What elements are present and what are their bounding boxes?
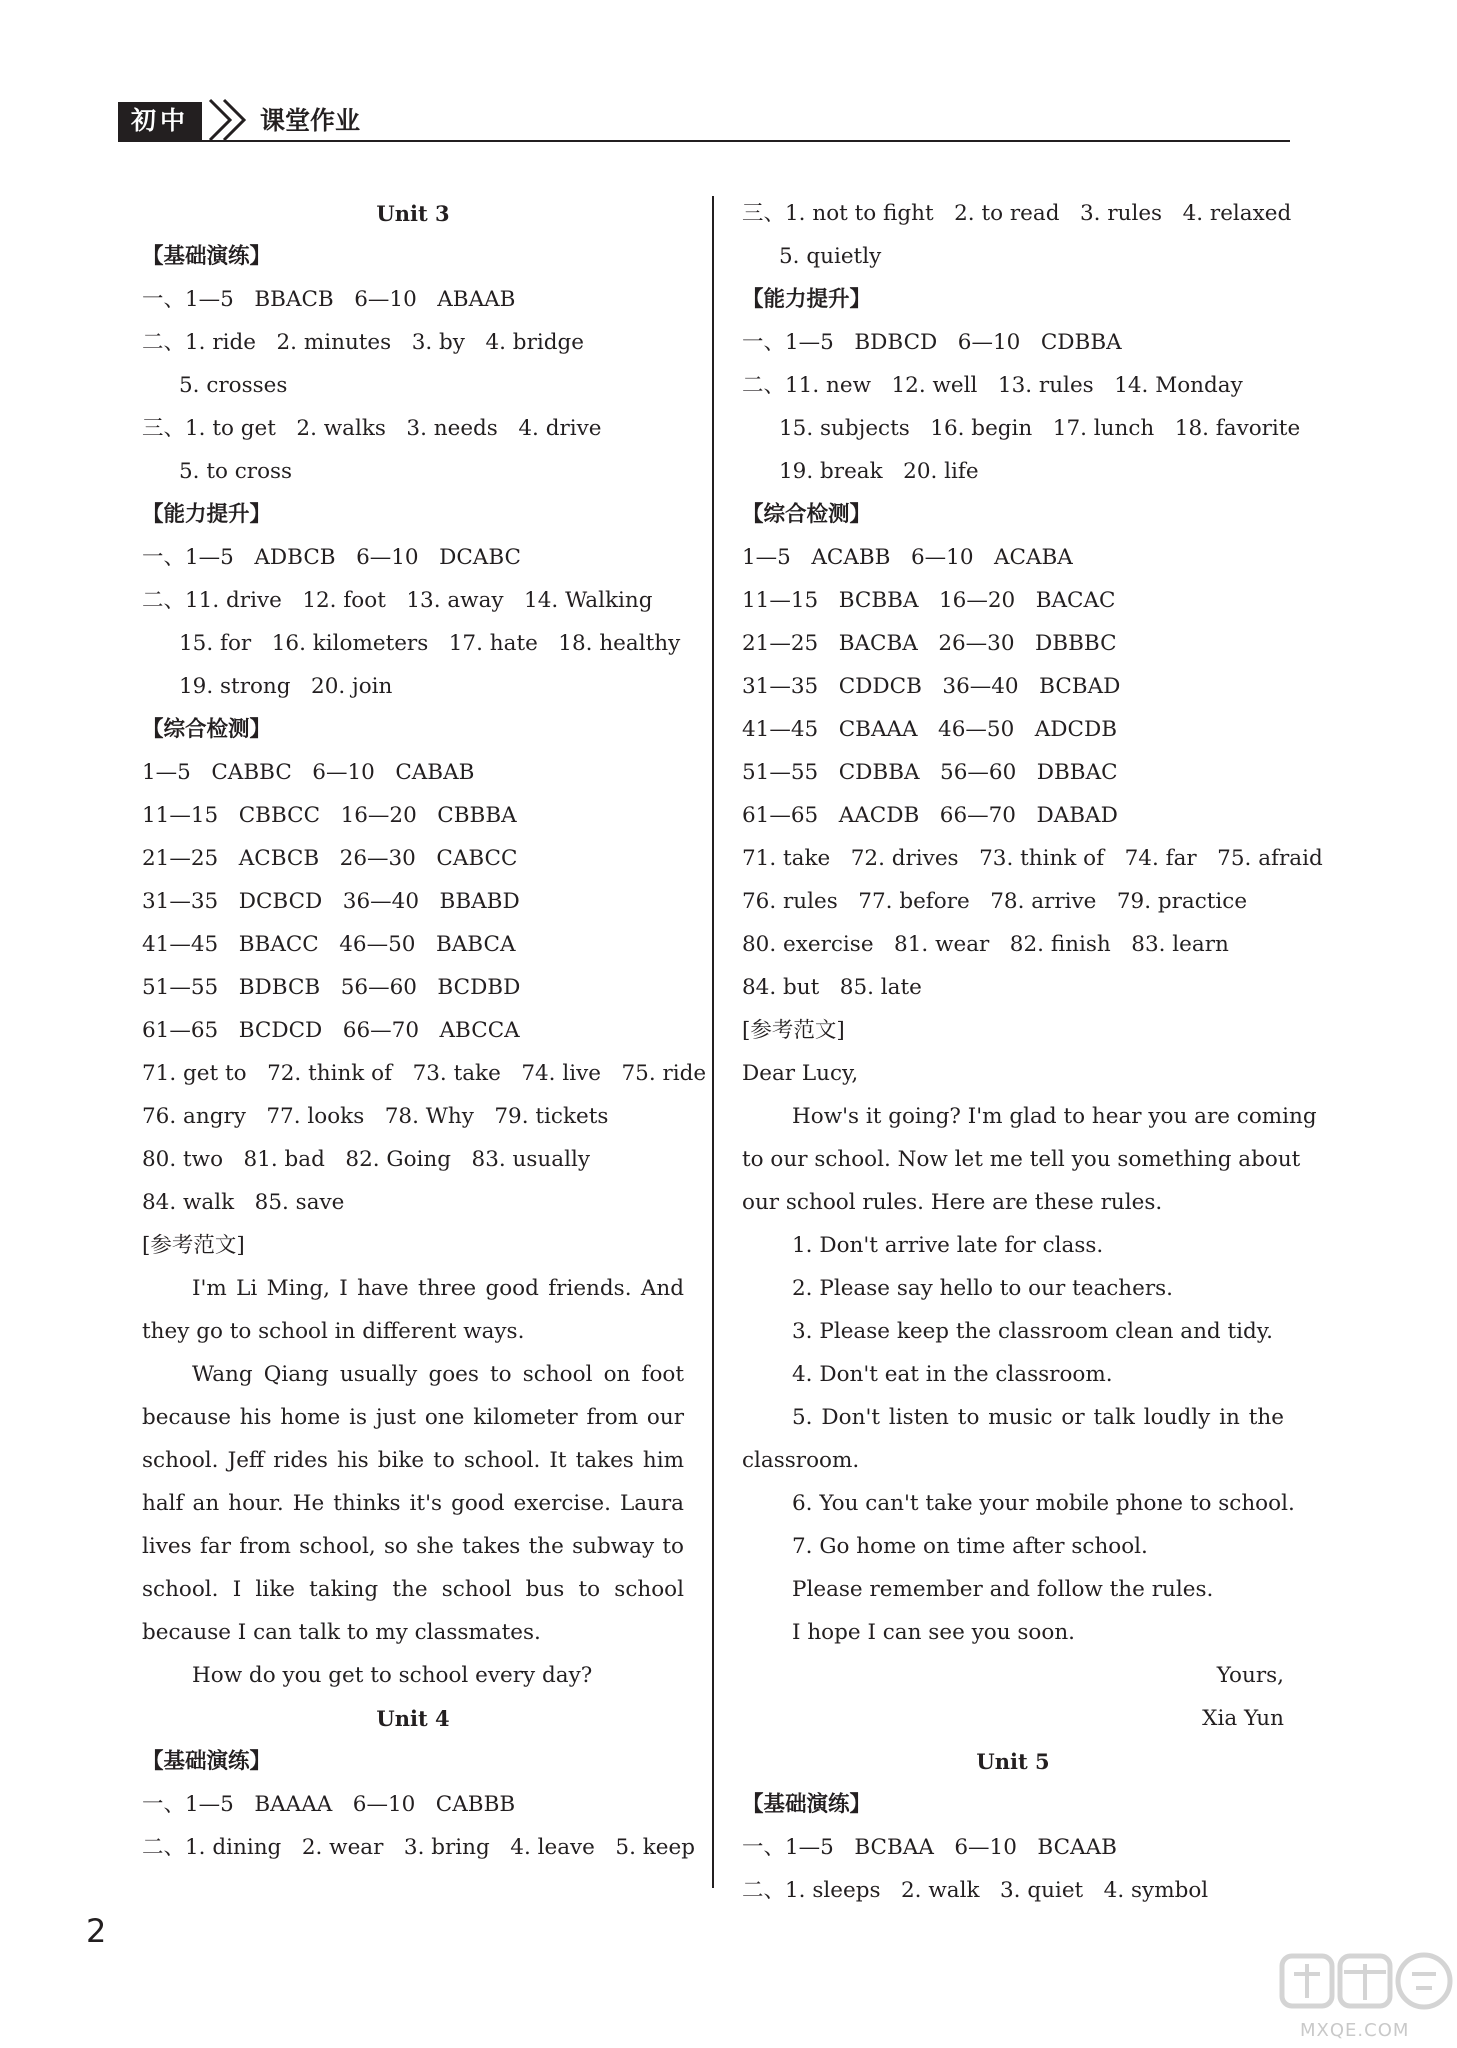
right-column-line: 5. Don't listen to music or talk loudly in the <box>792 1405 1284 1430</box>
right-column-line: Unit 5 <box>976 1749 1050 1774</box>
left-column-line: 三、1. to get 2. walks 3. needs 4. drive <box>142 416 602 441</box>
right-column-line: 【能力提升】 <box>742 287 872 312</box>
right-column-line: 11—15 BCBBA 16—20 BACAC <box>742 588 1116 613</box>
left-column-line: 【能力提升】 <box>142 502 272 527</box>
right-column-line: 80. exercise 81. wear 82. finish 83. learn <box>742 932 1229 957</box>
left-column-line: 80. two 81. bad 82. Going 83. usually <box>142 1147 590 1172</box>
left-column-line: 51—55 BDBCB 56—60 BCDBD <box>142 975 521 1000</box>
right-column-line: 71. take 72. drives 73. think of 74. far 75. afraid <box>742 846 1323 871</box>
right-column-line: 一、1—5 BDBCD 6—10 CDBBA <box>742 330 1122 355</box>
right-column-line: 41—45 CBAAA 46—50 ADCDB <box>742 717 1118 742</box>
left-column-line: 1—5 CABBC 6—10 CABAB <box>142 760 475 785</box>
left-column-line: How do you get to school every day? <box>192 1663 593 1688</box>
left-column-line: 21—25 ACBCB 26—30 CABCC <box>142 846 518 871</box>
left-column-line: 一、1—5 ADBCB 6—10 DCABC <box>142 545 521 570</box>
right-column-line: 2. Please say hello to our teachers. <box>792 1276 1174 1301</box>
left-column-line: 二、11. drive 12. foot 13. away 14. Walking <box>142 588 653 613</box>
left-column-line: 41—45 BBACC 46—50 BABCA <box>142 932 516 957</box>
answer-column-right <box>742 192 1323 1912</box>
right-column-line: Yours, <box>1216 1663 1284 1688</box>
right-column-line: 76. rules 77. before 78. arrive 79. practice <box>742 889 1248 914</box>
right-column-line: Xia Yun <box>1202 1706 1284 1731</box>
right-column-line: [参考范文] <box>742 1018 845 1043</box>
right-column-line: 51—55 CDBBA 56—60 DBBAC <box>742 760 1118 785</box>
right-column-line: classroom. <box>742 1448 860 1473</box>
left-column-line: 71. get to 72. think of 73. take 74. live 75. ride <box>142 1061 707 1086</box>
left-column-line: because I can talk to my classmates. <box>142 1620 541 1645</box>
double-chevron-icon <box>202 96 262 144</box>
watermark-site: MXQE.COM <box>1300 2020 1410 2041</box>
right-column-line: 1. Don't arrive late for class. <box>792 1233 1104 1258</box>
left-column-line: 76. angry 77. looks 78. Why 79. tickets <box>142 1104 609 1129</box>
left-column-line: 5. to cross <box>179 459 293 484</box>
right-column-line: 二、1. sleeps 2. walk 3. quiet 4. symbol <box>742 1878 1209 1903</box>
left-column-line: 一、1—5 BAAAA 6—10 CABBB <box>142 1792 516 1817</box>
right-column-line: 3. Please keep the classroom clean and tidy. <box>792 1319 1273 1344</box>
left-column-line: 【基础演练】 <box>142 244 272 269</box>
right-column-line: 6. You can't take your mobile phone to school. <box>792 1491 1295 1516</box>
right-column-line: 21—25 BACBA 26—30 DBBBC <box>742 631 1117 656</box>
right-column-line: I hope I can see you soon. <box>792 1620 1075 1645</box>
book-title: 课堂作业 <box>260 106 361 135</box>
right-column-line: 31—35 CDDCB 36—40 BCBAD <box>742 674 1121 699</box>
left-column-line: school. Jeff rides his bike to school. It takes him <box>142 1448 684 1473</box>
left-column-line: 11—15 CBBCC 16—20 CBBBA <box>142 803 517 828</box>
left-column-line: 15. for 16. kilometers 17. hate 18. healthy <box>179 631 681 656</box>
right-column-line: 二、11. new 12. well 13. rules 14. Monday <box>742 373 1243 398</box>
right-column-line: 1—5 ACABB 6—10 ACABA <box>742 545 1073 570</box>
left-column-line: Wang Qiang usually goes to school on foot <box>192 1362 684 1387</box>
right-column-line: 84. but 85. late <box>742 975 922 1000</box>
right-column-line: 一、1—5 BCBAA 6—10 BCAAB <box>742 1835 1117 1860</box>
left-column-line: 一、1—5 BBACB 6—10 ABAAB <box>142 287 516 312</box>
left-column-line: Unit 4 <box>376 1706 450 1731</box>
right-column-line: 三、1. not to fight 2. to read 3. rules 4. relaxed <box>742 201 1292 226</box>
left-column-line: 84. walk 85. save <box>142 1190 345 1215</box>
left-column-line: lives far from school, so she takes the subway to <box>142 1534 684 1559</box>
right-column-line: to our school. Now let me tell you something about <box>742 1147 1301 1172</box>
right-column-line: Dear Lucy, <box>742 1061 859 1086</box>
left-column-line: school. I like taking the school bus to school <box>142 1577 684 1602</box>
left-column-line: half an hour. He thinks it's good exercise. Laura <box>142 1491 684 1516</box>
left-column-line: 【基础演练】 <box>142 1749 272 1774</box>
page-number: 2 <box>86 1912 107 1950</box>
left-column-line: because his home is just one kilometer from our <box>142 1405 684 1430</box>
right-column-line: Please remember and follow the rules. <box>792 1577 1214 1602</box>
right-column-line: 61—65 AACDB 66—70 DABAD <box>742 803 1118 828</box>
left-column-line: they go to school in different ways. <box>142 1319 525 1344</box>
left-column-line: 【综合检测】 <box>142 717 272 742</box>
left-column-line: 19. strong 20. join <box>179 674 393 699</box>
right-column-line: 【基础演练】 <box>742 1792 872 1817</box>
page-header <box>118 96 1290 144</box>
right-column-line: How's it going? I'm glad to hear you are coming <box>792 1104 1317 1129</box>
left-column-line: Unit 3 <box>376 201 450 226</box>
left-column-line: 31—35 DCBCD 36—40 BBABD <box>142 889 520 914</box>
column-divider <box>712 196 714 1888</box>
right-column-line: 19. break 20. life <box>779 459 979 484</box>
right-column-line: 15. subjects 16. begin 17. lunch 18. favorite <box>779 416 1301 441</box>
level-tag: 初中 <box>118 102 202 140</box>
left-column-line: [参考范文] <box>142 1233 245 1258</box>
right-column-line: 7. Go home on time after school. <box>792 1534 1148 1559</box>
left-column-line: 5. crosses <box>179 373 288 398</box>
right-column-line: 【综合检测】 <box>742 502 872 527</box>
right-column-line: 5. quietly <box>779 244 882 269</box>
header-rule <box>118 140 1290 142</box>
left-column-line: 61—65 BCDCD 66—70 ABCCA <box>142 1018 520 1043</box>
left-column-line: 二、1. ride 2. minutes 3. by 4. bridge <box>142 330 584 355</box>
left-column-line: I'm Li Ming, I have three good friends. And <box>192 1276 684 1301</box>
right-column-line: 4. Don't eat in the classroom. <box>792 1362 1113 1387</box>
answer-column-left <box>142 192 707 1869</box>
left-column-line: 二、1. dining 2. wear 3. bring 4. leave 5. keep <box>142 1835 695 1860</box>
right-column-line: our school rules. Here are these rules. <box>742 1190 1163 1215</box>
